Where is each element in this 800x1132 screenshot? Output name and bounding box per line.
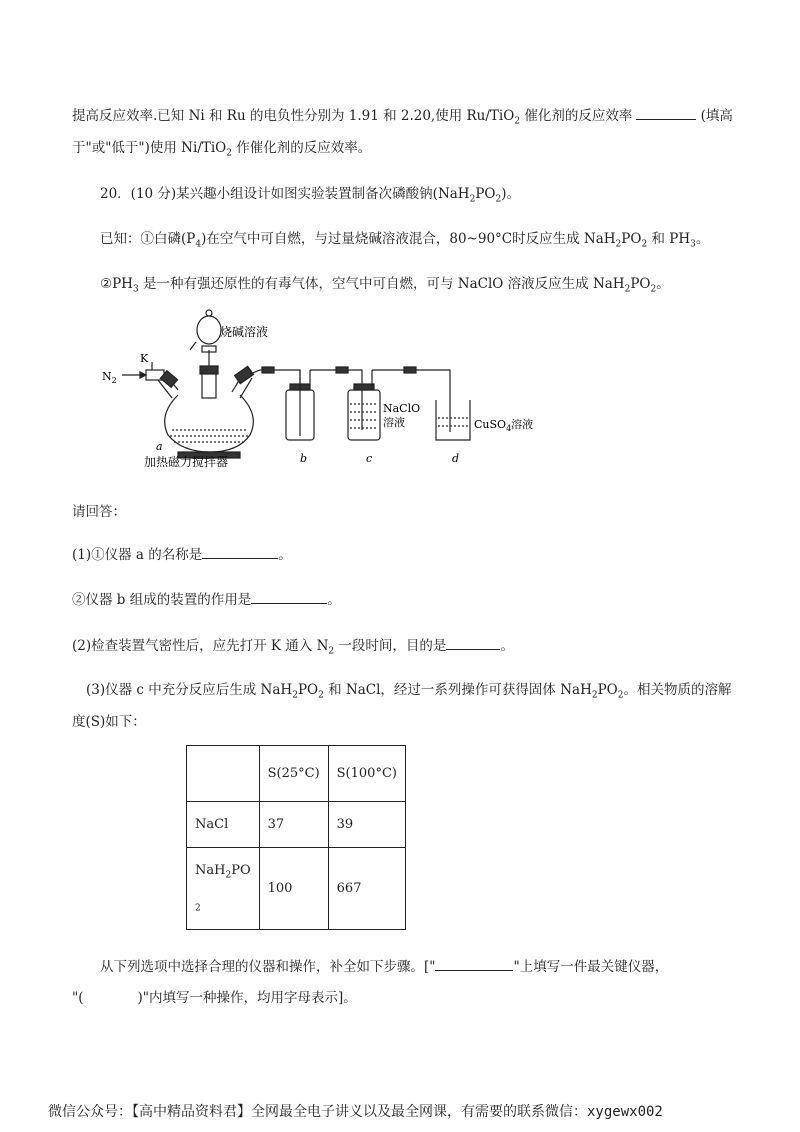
text: 是一种有强还原性的有毒气体，空气中可自燃，可与 NaClO 溶液反应生成 NaH xyxy=(138,276,625,292)
table-cell: NaCl xyxy=(187,802,260,848)
text: 请回答： xyxy=(72,504,126,520)
text: 和 PH xyxy=(647,231,691,247)
text: 。 xyxy=(695,231,710,247)
text: (3)仪器 c 中充分反应后生成 NaH xyxy=(86,682,293,698)
text: ②仪器 b 组成的装置的作用是 xyxy=(72,592,252,608)
text: PO xyxy=(630,276,651,292)
text: 。 xyxy=(500,638,514,654)
subscript: 2 xyxy=(615,239,622,250)
text: PO xyxy=(231,863,251,879)
label-c: c xyxy=(366,452,373,465)
text: 已知：①白磷(P xyxy=(100,231,196,247)
beaker-d xyxy=(436,400,470,440)
cuso4-label: CuSO$_4$溶液 xyxy=(474,418,534,433)
table-cell: 37 xyxy=(259,802,328,848)
text: NaH xyxy=(195,863,226,879)
text: 20．(10 分)某兴趣小组设计如图实验装置制备次磷酸钠(NaH xyxy=(100,186,470,202)
instructions-line-2 xyxy=(72,986,357,1006)
naclo-label: NaClO xyxy=(383,402,421,415)
text: 。 xyxy=(327,592,341,608)
subscript: 2 xyxy=(195,903,201,914)
bottle-c xyxy=(348,390,380,440)
sub-question-2 xyxy=(72,634,514,657)
table-header-cell xyxy=(187,746,260,802)
answer-blank[interactable] xyxy=(251,591,327,604)
subscript: 2 xyxy=(292,690,298,701)
text: "( xyxy=(72,990,84,1006)
subscript: 4 xyxy=(195,239,202,250)
subscript: 3 xyxy=(132,284,139,295)
question-20-title xyxy=(100,182,520,205)
label-a: a xyxy=(156,440,163,453)
subscript: 2 xyxy=(318,690,324,701)
subscript: 2 xyxy=(617,690,624,701)
text: PO xyxy=(621,231,642,247)
text: 。 xyxy=(278,547,292,563)
answer-blank[interactable] xyxy=(202,546,278,559)
footer-banner xyxy=(48,1101,663,1121)
text: )"内填写一种操作，均用字母表示]。 xyxy=(137,990,357,1006)
apparatus-diagram xyxy=(100,300,580,472)
table-cell: 667 xyxy=(328,848,405,930)
instructions-line-1 xyxy=(100,955,668,975)
known-1 xyxy=(100,227,709,250)
known-2 xyxy=(100,272,670,295)
text: 提高反应效率.已知 Ni 和 Ru 的电负性分别为 1.91 和 2.20,使用 Ru/TiO xyxy=(72,108,515,124)
text: (1)①仪器 a 的名称是 xyxy=(72,547,203,563)
answer-blank[interactable] xyxy=(435,958,513,971)
wechat-id: xygewx002 xyxy=(587,1104,663,1120)
table-header-cell: S(100°C) xyxy=(328,746,405,802)
three-neck-flask xyxy=(165,395,254,452)
table-cell xyxy=(187,848,260,930)
text: 催化剂的反应效率 xyxy=(520,108,633,124)
text: 度(S)如下： xyxy=(72,714,146,730)
label-d: d xyxy=(452,452,460,465)
subscript: 2 xyxy=(624,284,631,295)
k-label: K xyxy=(140,352,149,365)
text: (2)检查装置气密性后，应先打开 K 通入 N xyxy=(72,638,329,654)
table-header-cell: S(25°C) xyxy=(259,746,328,802)
table-row xyxy=(187,802,406,848)
subscript: 2 xyxy=(514,116,521,127)
please-answer xyxy=(72,500,126,520)
table-cell: 39 xyxy=(328,802,405,848)
text: )在空气中可自燃，与过量烧碱溶液混合，80~90°C时反应生成 NaH xyxy=(201,231,616,247)
answer-blank[interactable] xyxy=(636,107,696,120)
stirrer-label: 加热磁力搅拌器 xyxy=(144,455,229,469)
subscript: 2 xyxy=(650,284,657,295)
text: 。相关物质的溶解 xyxy=(623,682,732,698)
label-b: b xyxy=(300,452,308,465)
sub-question-3-cont xyxy=(72,710,146,730)
n2-label: $N_2$ xyxy=(102,370,117,385)
text: PO xyxy=(597,682,618,698)
text: 作催化剂的反应效率。 xyxy=(232,140,372,156)
text: 从下列选项中选择合理的仪器和操作，补全如下步骤。[" xyxy=(100,959,436,975)
subscript: 3 xyxy=(690,239,696,250)
sub-question-1-2 xyxy=(72,588,341,608)
funnel-label: 烧碱溶液 xyxy=(220,325,269,339)
answer-blank[interactable] xyxy=(446,637,500,650)
table-cell: 100 xyxy=(259,848,328,930)
text-line-1 xyxy=(72,104,733,127)
text: PO xyxy=(475,186,496,202)
text: 一段时间，目的是 xyxy=(334,638,447,654)
sub-question-1-1 xyxy=(72,543,292,563)
subscript: 2 xyxy=(495,194,502,205)
subscript: 2 xyxy=(328,646,335,657)
naclo-label-2: 溶液 xyxy=(383,416,405,429)
table-row xyxy=(187,848,406,930)
text: ②PH xyxy=(100,276,133,292)
sub-question-3 xyxy=(86,678,731,701)
footer-text: 微信公众号：【高中精品资料君】全网最全电子讲义以及最全网课，有需要的联系微信： xyxy=(48,1104,587,1120)
text: 和 NaCl，经过一系列操作可获得固体 NaH xyxy=(323,682,592,698)
subscript: 2 xyxy=(225,871,232,881)
table-header-row xyxy=(187,746,406,802)
text: 。 xyxy=(656,276,670,292)
text: )。 xyxy=(501,186,520,202)
subscript: 2 xyxy=(226,148,232,159)
solubility-table xyxy=(186,745,406,930)
text: PO xyxy=(297,682,319,698)
text-line-2 xyxy=(72,136,371,159)
text: (填高 xyxy=(696,108,733,124)
text: "上填写一件最关键仪器， xyxy=(513,959,669,975)
subscript: 2 xyxy=(641,239,648,250)
subscript: 2 xyxy=(591,690,598,701)
text: 于"或"低于")使用 Ni/TiO xyxy=(72,140,227,156)
dropping-funnel xyxy=(197,316,221,344)
subscript: 2 xyxy=(469,194,476,205)
